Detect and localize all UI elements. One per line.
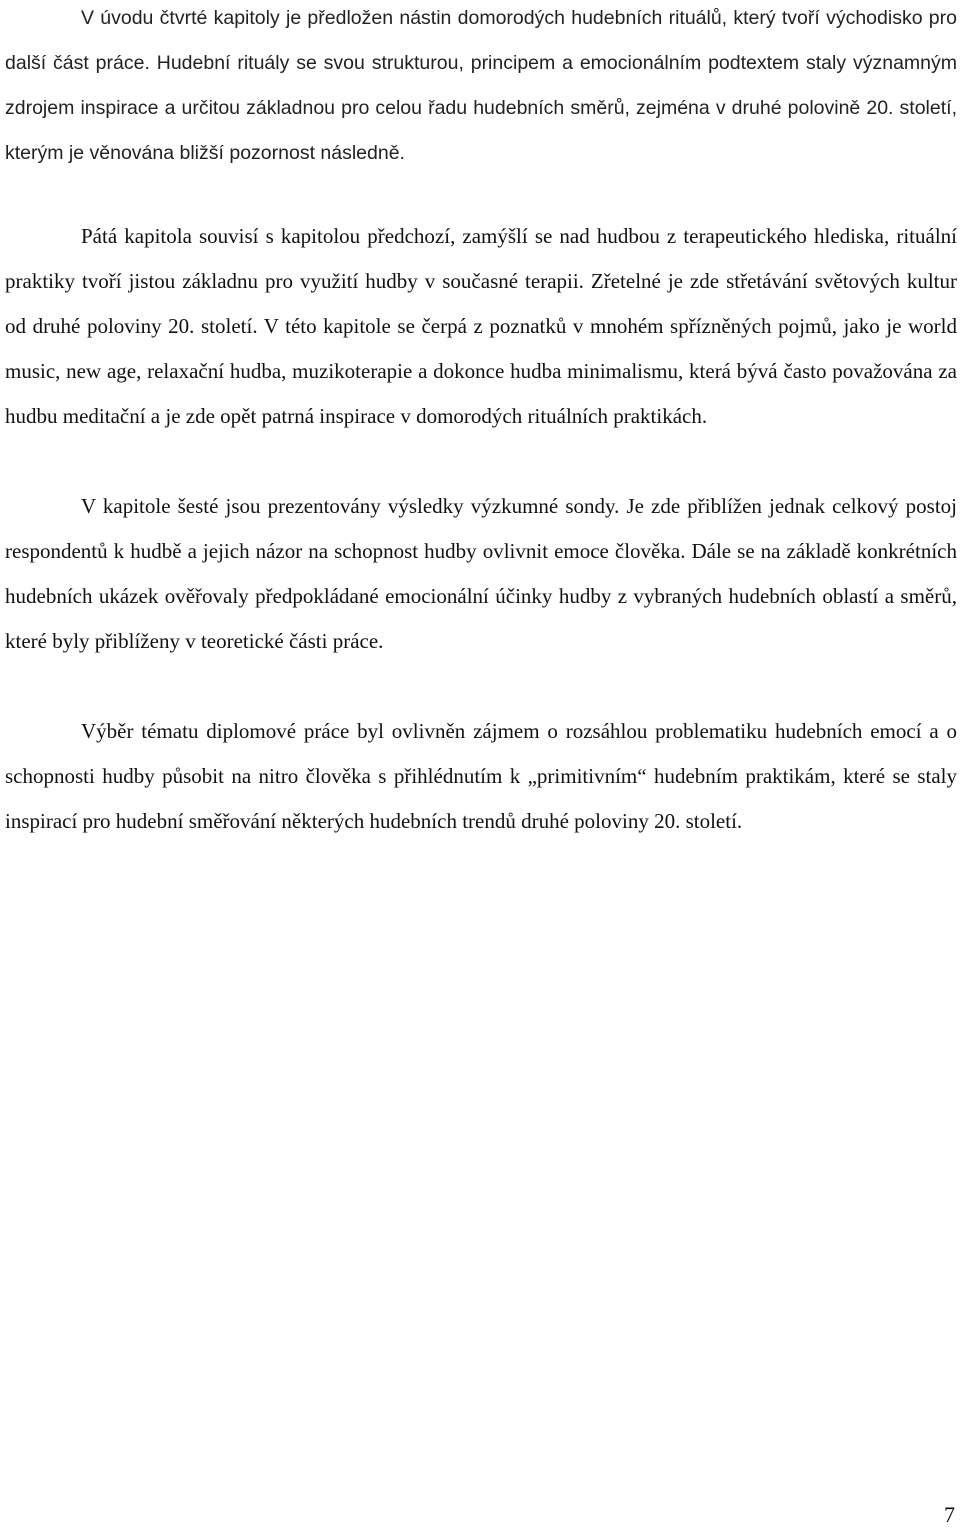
- paragraph-chapter-five-summary: Pátá kapitola souvisí s kapitolou předchozí, zamýšlí se nad hudbou z terapeutického hlediska, rituální praktiky tvoří jistou základnu pro využití hudby v současné terapii. Zřetelné je zde střetávání světových kultur od druhé poloviny 20. století. V této kapitole se čerpá z poznatků v mnohém spřízněných pojmů, jako je world music, new age, relaxační hudba, muzikoterapie a dokonce hudba minimalismu, která bývá často považována za hudbu meditační a je zde opět patrná inspirace v domorodých rituálních praktikách.: [5, 224, 957, 428]
- paragraph-chapter-four-summary: V úvodu čtvrté kapitoly je předložen nástin domorodých hudebních rituálů, který tvoří východisko pro další část práce. Hudební rituály se svou strukturou, principem a emocionálním podtextem staly významným zdrojem inspirace a určitou základnou pro celou řadu hudebních směrů, zejména v druhé polovině 20. století, kterým je věnována bližší pozornost následně.: [5, 7, 957, 164]
- paragraph-topic-motivation: Výběr tématu diplomové práce byl ovlivněn zájmem o rozsáhlou problematiku hudebních emocí a o schopnosti hudby působit na nitro člověka s přihlédnutím k „primitivním“ hudebním praktikám, které se staly inspirací pro hudební směřování některých hudebních trendů druhé poloviny 20. století.: [5, 719, 957, 833]
- page-number: 7: [944, 1502, 955, 1527]
- paragraph-chapter-six-summary: V kapitole šesté jsou prezentovány výsledky výzkumné sondy. Je zde přiblížen jednak celkový postoj respondentů k hudbě a jejich názor na schopnost hudby ovlivnit emoce člověka. Dále se na základě konkrétních hudebních ukázek ověřovaly předpokládané emocionální účinky hudby z vybraných hudebních oblastí a směrů, které byly přiblíženy v teoretické části práce.: [5, 494, 957, 653]
